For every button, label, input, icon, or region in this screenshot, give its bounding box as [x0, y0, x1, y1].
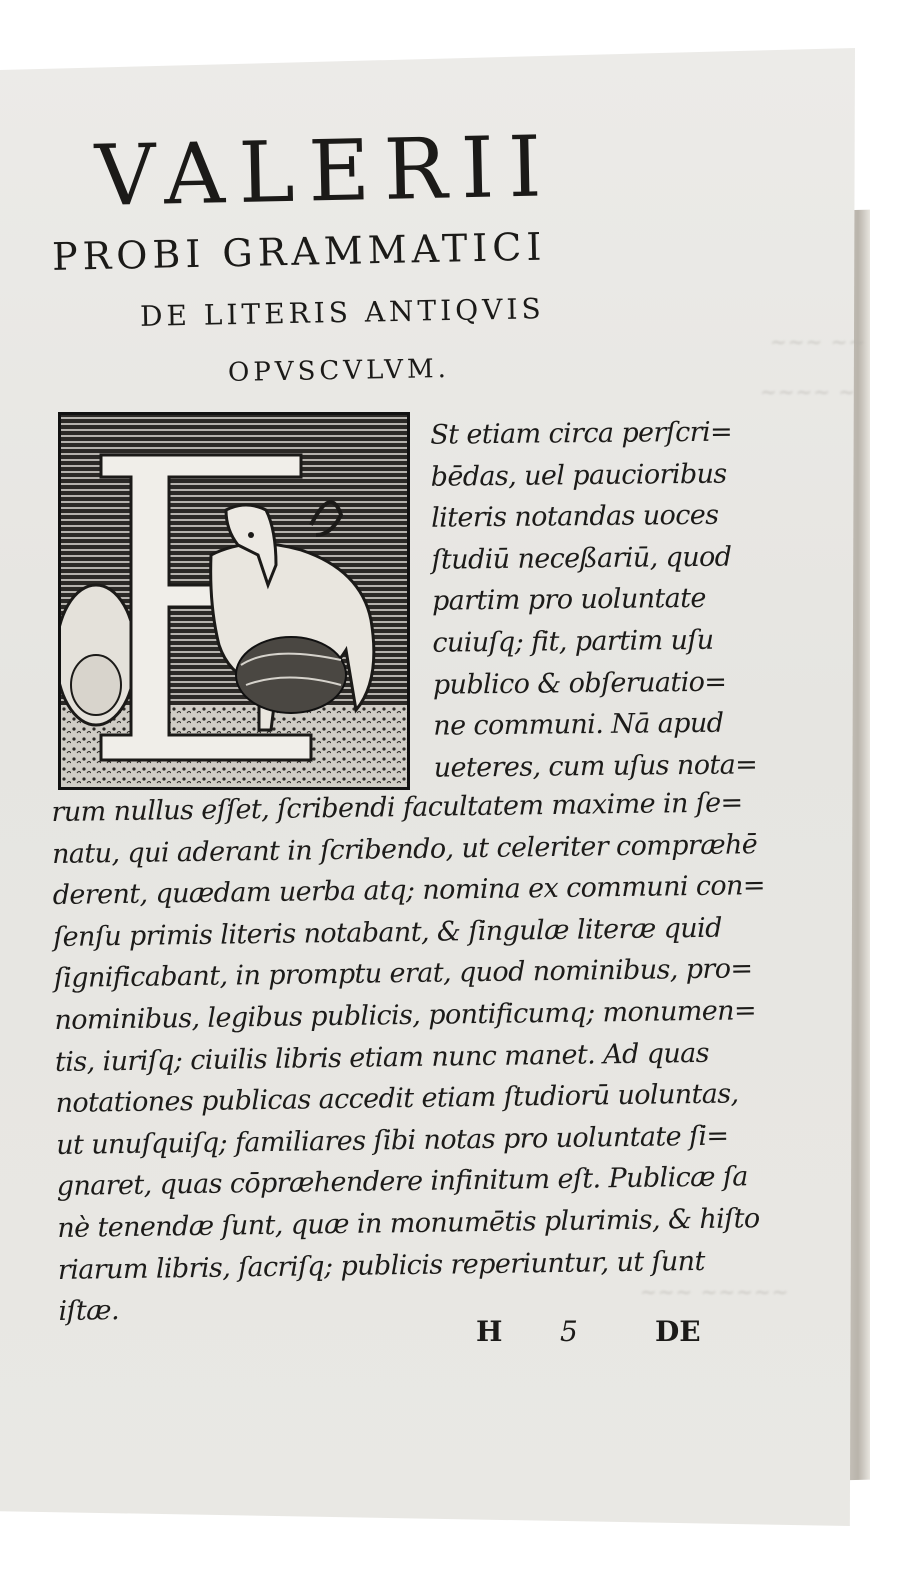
text-line: iſtæ. — [58, 1295, 120, 1328]
text-line: tis, iuriſq; ciuilis libris etiam nunc manet. Ad quas — [54, 1037, 710, 1078]
text-line: ut unuſquiſq; familiares ſibi notas pro uoluntate ſi= — [55, 1120, 729, 1161]
title-line-4: OPVSCVLVM. — [227, 354, 451, 388]
text-line: bēdas, uel paucioribus — [430, 458, 727, 493]
text-line: riarum libris, ſacriſq; publicis reperiuntur, ut ſunt — [57, 1245, 705, 1286]
title-line-1: VALERII — [94, 117, 557, 225]
woodcut-dog-initial-icon — [58, 412, 410, 790]
right-column-text — [430, 411, 757, 789]
title-line-3: DE LITERIS ANTIQVIS — [139, 292, 545, 333]
catchword: DE — [655, 1315, 701, 1348]
show-through-text: ~~~ ~~ — [770, 330, 867, 354]
text-line: ſtudiū neceßariū, quod — [431, 541, 732, 576]
text-line: nè tenendæ ſunt, quæ in monumētis plurimis, & hiſto — [57, 1203, 760, 1244]
text-line: literis notandas uoces — [430, 499, 719, 534]
text-line: derent, quædam uerba atq; nomina ex communi con= — [52, 870, 766, 912]
text-line: notationes publicas accedit etiam ſtudiorū uoluntas, — [55, 1078, 739, 1120]
text-line: St etiam circa perſcri= — [430, 416, 733, 451]
woodcut-illustration — [61, 415, 407, 787]
text-line: gnaret, quas cōpræhendere infinitum eſt. Publicæ ſa — [56, 1161, 749, 1203]
show-through-text: ~~~ ~~~~~ — [640, 1280, 790, 1304]
text-line: ueteres, cum uſus nota= — [433, 749, 758, 784]
text-line: ſignificabant, in promptu erat, quod nominibus, pro= — [53, 953, 753, 995]
text-line: ſenſu primis literis notabant, & ſingulæ literæ quid — [53, 912, 722, 953]
text-line: rum nullus eſſet, ſcribendi facultatem maxime in ſe= — [51, 787, 743, 828]
show-through-text: ~~~~ ~ — [760, 380, 857, 404]
text-line: partim pro uoluntate — [431, 583, 706, 618]
text-line: natu, qui aderant in ſcribendo, ut celeriter compræhē — [51, 828, 758, 870]
text-line: publico & obſeruatio= — [432, 666, 727, 701]
text-line: ne communi. Nā apud — [433, 707, 724, 742]
text-line: cuiuſq; fit, partim uſu — [432, 624, 714, 659]
signature-number: 5 — [560, 1315, 578, 1348]
title-line-2: PROBI GRAMMATICI — [51, 224, 547, 279]
signature-mark: H — [476, 1315, 503, 1348]
full-width-text — [51, 782, 771, 1333]
text-line: nominibus, legibus publicis, pontificumq; monumen= — [54, 995, 757, 1036]
